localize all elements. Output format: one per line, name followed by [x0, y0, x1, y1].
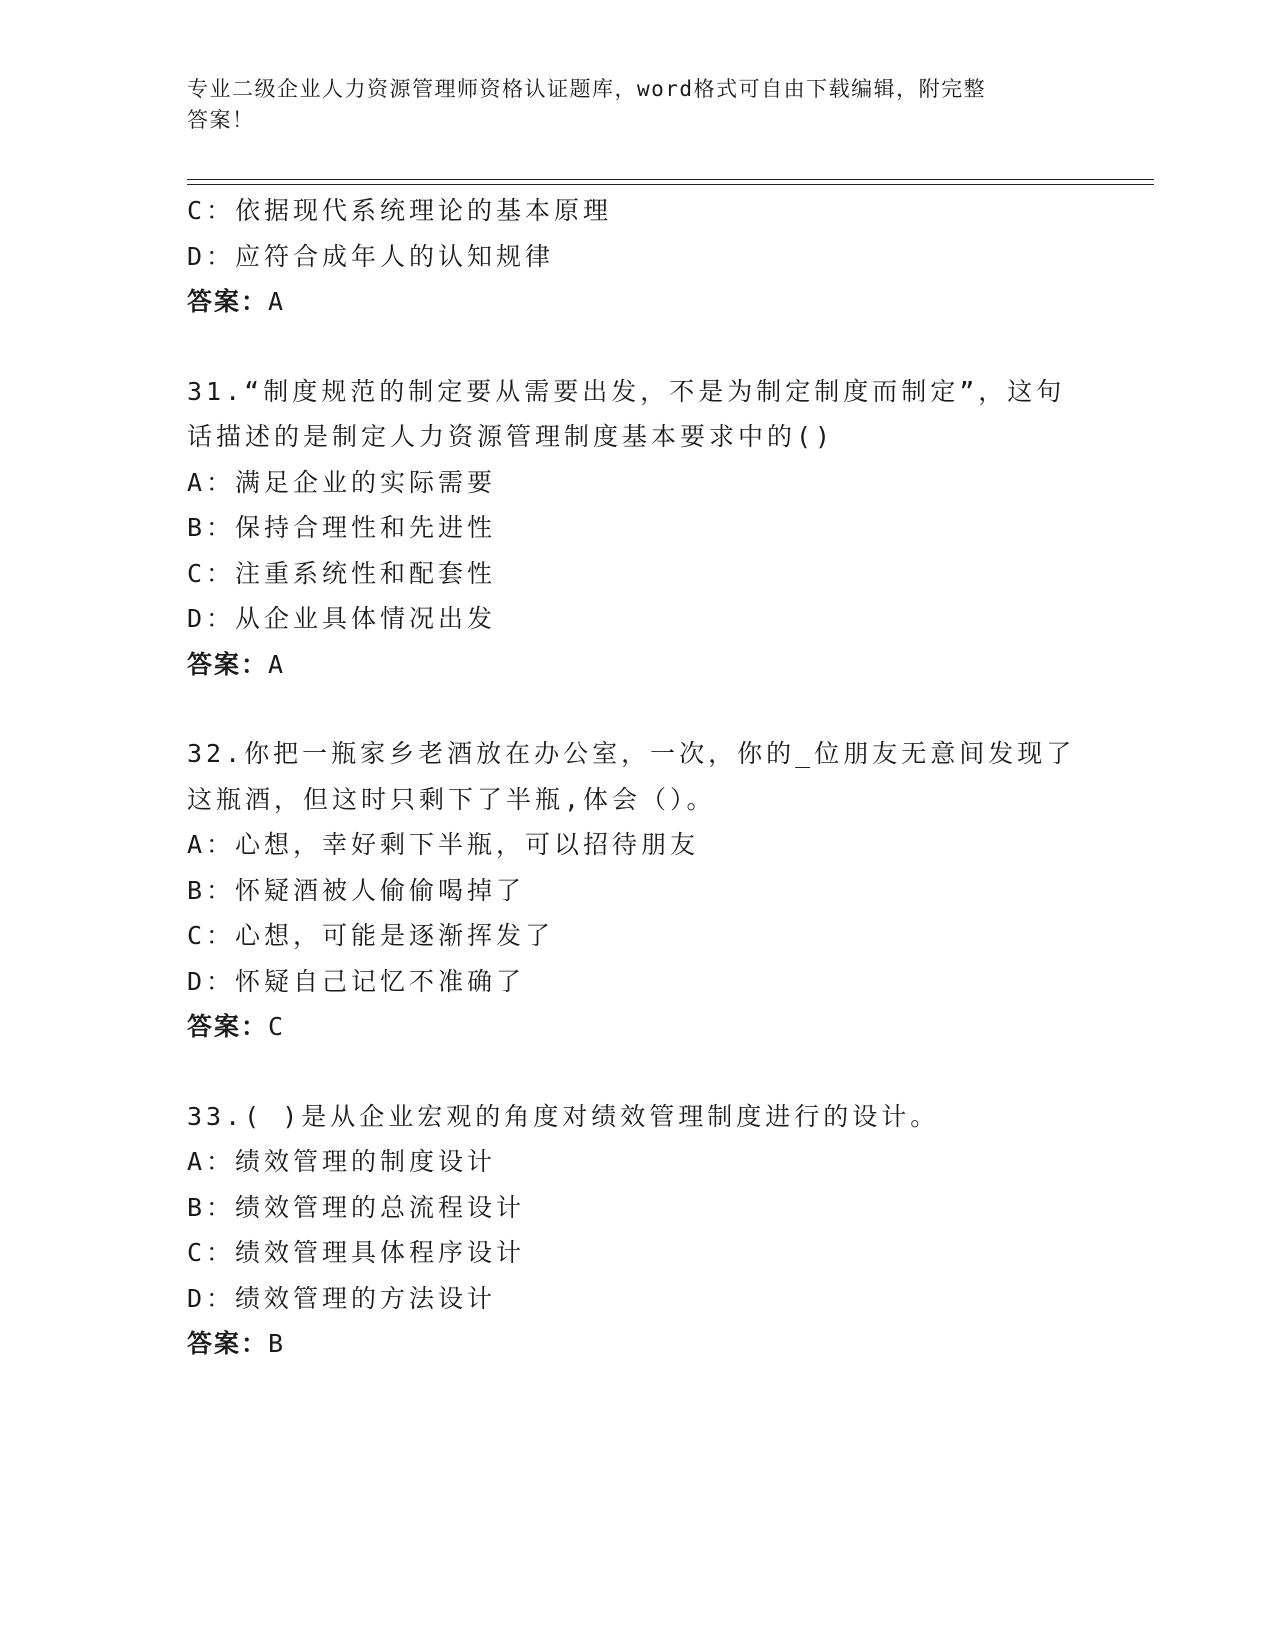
answer-value: A [268, 287, 286, 316]
answer-label: 答案： [187, 287, 269, 316]
answer-value: A [268, 649, 286, 679]
header-rule-bottom [187, 184, 1154, 185]
question-stem-line: 话描述的是制定人力资源管理制度基本要求中的() [187, 422, 835, 451]
spacer [187, 1050, 1087, 1094]
question-list [187, 188, 1087, 1367]
spacer [187, 687, 1087, 731]
answer-row [187, 1321, 1087, 1367]
answer-label: 答案： [187, 649, 269, 679]
question-stem-line: 32.你把一瓶家乡老酒放在办公室，一次，你的_位朋友无意间发现了 [187, 739, 1076, 768]
question-stem-line: 31.“制度规范的制定要从需要出发，不是为制定制度而制定”，这句 [187, 376, 1066, 406]
answer-value: B [268, 1329, 286, 1358]
question-31 [187, 369, 1087, 688]
header-rule-top [187, 179, 1154, 180]
answer-row [187, 1004, 1087, 1050]
option-b: B：绩效管理的总流程设计 [187, 1192, 526, 1222]
header-line-1: 专业二级企业人力资源管理师资格认证题库，word格式可自由下载编辑，附完整 [187, 77, 987, 101]
option-d: D：从企业具体情况出发 [187, 604, 497, 633]
option-d: D：绩效管理的方法设计 [187, 1283, 497, 1313]
option-b: B：保持合理性和先进性 [187, 513, 497, 542]
option-a: A：心想，幸好剩下半瓶，可以招待朋友 [187, 830, 700, 859]
header-line-2: 答案！ [187, 108, 255, 132]
question-33 [187, 1094, 1087, 1367]
option-a: A：满足企业的实际需要 [187, 467, 497, 497]
spacer [187, 325, 1087, 369]
prev-question-block [187, 188, 1087, 325]
page-header [187, 74, 1067, 136]
answer-row [187, 279, 1087, 325]
answer-label: 答案： [187, 1012, 269, 1041]
option-c: C：心想，可能是逐渐挥发了 [187, 921, 555, 950]
question-32 [187, 731, 1087, 1050]
option-d: D：怀疑自己记忆不准确了 [187, 966, 526, 996]
answer-row [187, 642, 1087, 688]
option-c: C：绩效管理具体程序设计 [187, 1238, 526, 1267]
answer-value: C [268, 1012, 286, 1041]
option-b: B：怀疑酒被人偷偷喝掉了 [187, 875, 526, 905]
question-stem-line: 这瓶酒，但这时只剩下了半瓶,体会（）。 [187, 784, 716, 814]
option-c: C：注重系统性和配套性 [187, 558, 497, 588]
option-a: A：绩效管理的制度设计 [187, 1147, 497, 1176]
question-stem-line: 33.( )是从企业宏观的角度对绩效管理制度进行的设计。 [187, 1101, 940, 1131]
answer-label: 答案： [187, 1329, 269, 1358]
option-c: C：依据现代系统理论的基本原理 [187, 196, 613, 225]
option-d: D：应符合成年人的认知规律 [187, 241, 555, 271]
